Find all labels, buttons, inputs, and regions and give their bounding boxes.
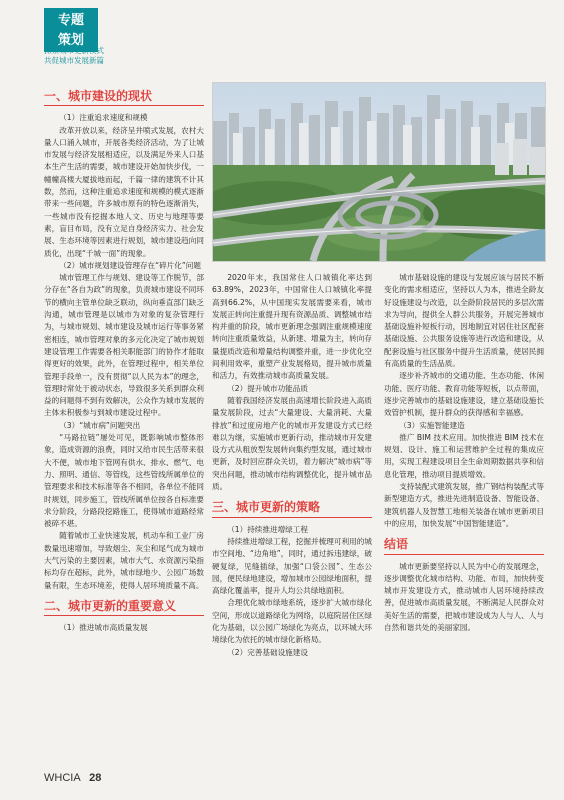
section-heading-significance: 二、城市更新的重要意义: [44, 600, 204, 616]
section-subtitle: [44, 46, 164, 66]
paragraph: 城市基础设施的建设与发展应该与居民不断变化的需求相适应，坚持以人为本，推进全龄友好设施建设与改造，以全龄阶段居民的多层次需求为导向，提供全人群公共服务，开展完善城市基础设施补短板行动，因地制宜对居住社区配套基础设施、公共服务设施等进行改造和建设，从配套设施与社区服务中提升生活质量，使居民拥有高质量的生活品质。: [384, 273, 544, 369]
subsection-title: （2）完善基础设施建设: [227, 647, 308, 657]
paragraph: 推广 BIM 技术应用。加快推进 BIM 技术在规划、设计、施工和运营维护全过程的集成应用，实现工程建设项目全生命周期数据共享和信息化管理，推动项目提质增效。: [384, 432, 544, 479]
badge-line-1: 专题: [57, 13, 84, 28]
paragraph: 随着城市工业快速发展，机动车和工业厂房数量迅速增加，导致烟尘、灰尘和尾气成为城市大气污染的主要因素，城市大气、水资源污染指标均存在超标，此外，城市绿地少、公园广场数量有限，生态环境差，使得人居环境质量不高。: [44, 531, 204, 590]
subsection-title: （1）持续推进增绿工程: [227, 524, 308, 534]
paragraph: 合理优化城市绿地系统，逐步扩大城市绿化空间，形成以道路绿化为网络，以庭院居住区绿化为基础，以公园广场绿化为亮点，以环城大环境绿化为依托的城市绿化新格局。: [212, 598, 372, 645]
subsection-title: （3）实施智能建造: [399, 420, 465, 430]
section-heading-status: 一、城市建设的现状: [44, 90, 204, 106]
magazine-label: WHCIA: [44, 772, 81, 784]
subsection-title: （2）提升城市功能品质: [227, 383, 308, 393]
subsection-title: （1）推进城市高质量发展: [59, 623, 148, 633]
paragraph: 改革开放以来，经济呈井喷式发展，农村大量人口涌入城市，开展各类经济活动，为了让城市发展与经济发展相适应，以及满足外来人口基本生产生活的需要，城市建设开始加快步伐，一幢幢高楼大厦拔地而起，千篇一律的建筑不计其数，然而，这种注重追求速度和规模的模式逐渐带来一些问题，许多城市原有的特色逐渐消失，一些城市没有挖掘本地人文、历史与地理等要素，盲目布局，没有立足自身经济实力、社会发展、生态环境等因素进行规划，城市建设趋向同质化，出现“千城一面”的现象。: [44, 125, 204, 258]
subtitle-line-2: 共促城市发展新篇: [44, 56, 104, 65]
paragraph: 随着我国经济发展由高速增长阶段进入高质量发展阶段，过去“大量建设、大量消耗、大量排放”和过度房地产化的城市开发建设方式已经难以为继，实施城市更新行动，推动城市开发建设方式从粗放型发展转向集约型发展，通过城市更新，及时回应群众关切，着力解决“城市病”等突出问题，推动城市结构调整优化，提升城市品质。: [212, 395, 372, 492]
paragraph: “马路拉链”屡处可见，既影响城市整体形象，造成资源的浪费，同时又给市民生活带来很大不便，城市地下管网有供水、排水、燃气、电力、照明、通信、等管线，这些管线所属单位的管理要求和技术标准等各不相同，各单位不能同时规划，同步施工，管线所属单位按各自标准要求分阶段，分路段挖路施工，使得城市道路经常被碎不堪。: [44, 433, 204, 529]
article-column-3: [384, 272, 544, 634]
section-heading-strategy: 三、城市更新的策略: [212, 501, 372, 517]
subsection-title: （2）城市规划建设管理存在“碎片化”问题: [59, 260, 201, 270]
city-interchange-photo: [212, 82, 546, 262]
city-photo-illustration: [213, 83, 545, 261]
subsection-title: （1）注重追求速度和规模: [59, 113, 148, 123]
paragraph: 逐步补齐城市的交通功能、生态功能、休闲功能、医疗功能、教育功能等短板，以点带面，逐步完善城市的基础设施建设，建立基础设施长效管护机制，提升群众的获得感和幸福感。: [384, 371, 544, 418]
paragraph: 城市更新要坚持以人民为中心的发展理念，逐步调整优化城市结构、功能、布局，加快转变城市开发建设方式，推动城市人居环境持续改善，促进城市高质量发展，不断满足人民群众对美好生活的需要，把城市建设成为人与人、人与自然和谐共处的美丽家园。: [384, 561, 544, 633]
paragraph: 支持装配式建筑发展，推广钢结构装配式等新型建造方式，推进先进制造设备、智能设备、建筑机器人及智慧工地相关装备在城市更新项目中的应用，加快发展“中国智能建造”。: [384, 482, 544, 528]
subtitle-line-1: 探索城市更新模式: [44, 46, 104, 55]
page-footer: [44, 772, 101, 784]
page-number: 28: [89, 772, 102, 784]
section-heading-conclusion: 结语: [384, 538, 544, 554]
article-column-1: [44, 88, 204, 634]
paragraph: 2020年末，我国常住人口城镇化率达到 63.89%，2023年，中国常住人口城镇化率提高到66.2%，从中国现实发展需要来看，城市发展正转向注重提升现有资源品质、调整城市结构并重的阶段，城市更新理念强调注重规模速度转向注重质量效益，从新建、增量为主，转向存量提质改造和增量结构调整并重，进一步优化空间利用效率，重塑产业发展格局，提升城市质量和活力，有效推动城市高质量发展。: [212, 273, 372, 381]
paragraph: 持续推进增绿工程，挖掘并梳理可利用的城市空间地、“边角地”，同时，通过拆违建绿，破硬复绿，见缝插绿，加强“口袋公园”、生态公园，便民绿地建设，增加城市公园绿地面积，提高绿化覆盖率，提升人均公共绿地面积。: [212, 536, 372, 596]
article-column-2: [212, 272, 372, 659]
paragraph: 城市管理工作与规划、建设等工作脱节，部分存在“各自为政”的现象，负责城市建设不同环节的横向主管单位缺乏联动，纵向垂直部门缺乏沟通，城市管理是以城市为对象的复杂管理行为，与城市规划、城市建设及城市运行等事务紧密相连，城市管理对象的多元化决定了城市规划建设管理工作需要各相关职能部门的协作才能取得更好的效果，此外，在管理过程中，相关单位管理手段单一，没有贯彻“以人民为本”的理念，管理时常处于被动状态，导致很多关系到群众利益的问题得不到有效解决，公众作为城市发展的主体未积极参与到城市建设过程中。: [44, 273, 204, 418]
badge-line-2: 策划: [57, 33, 84, 48]
subsection-title: （3）“城市病”问题突出: [59, 420, 141, 430]
